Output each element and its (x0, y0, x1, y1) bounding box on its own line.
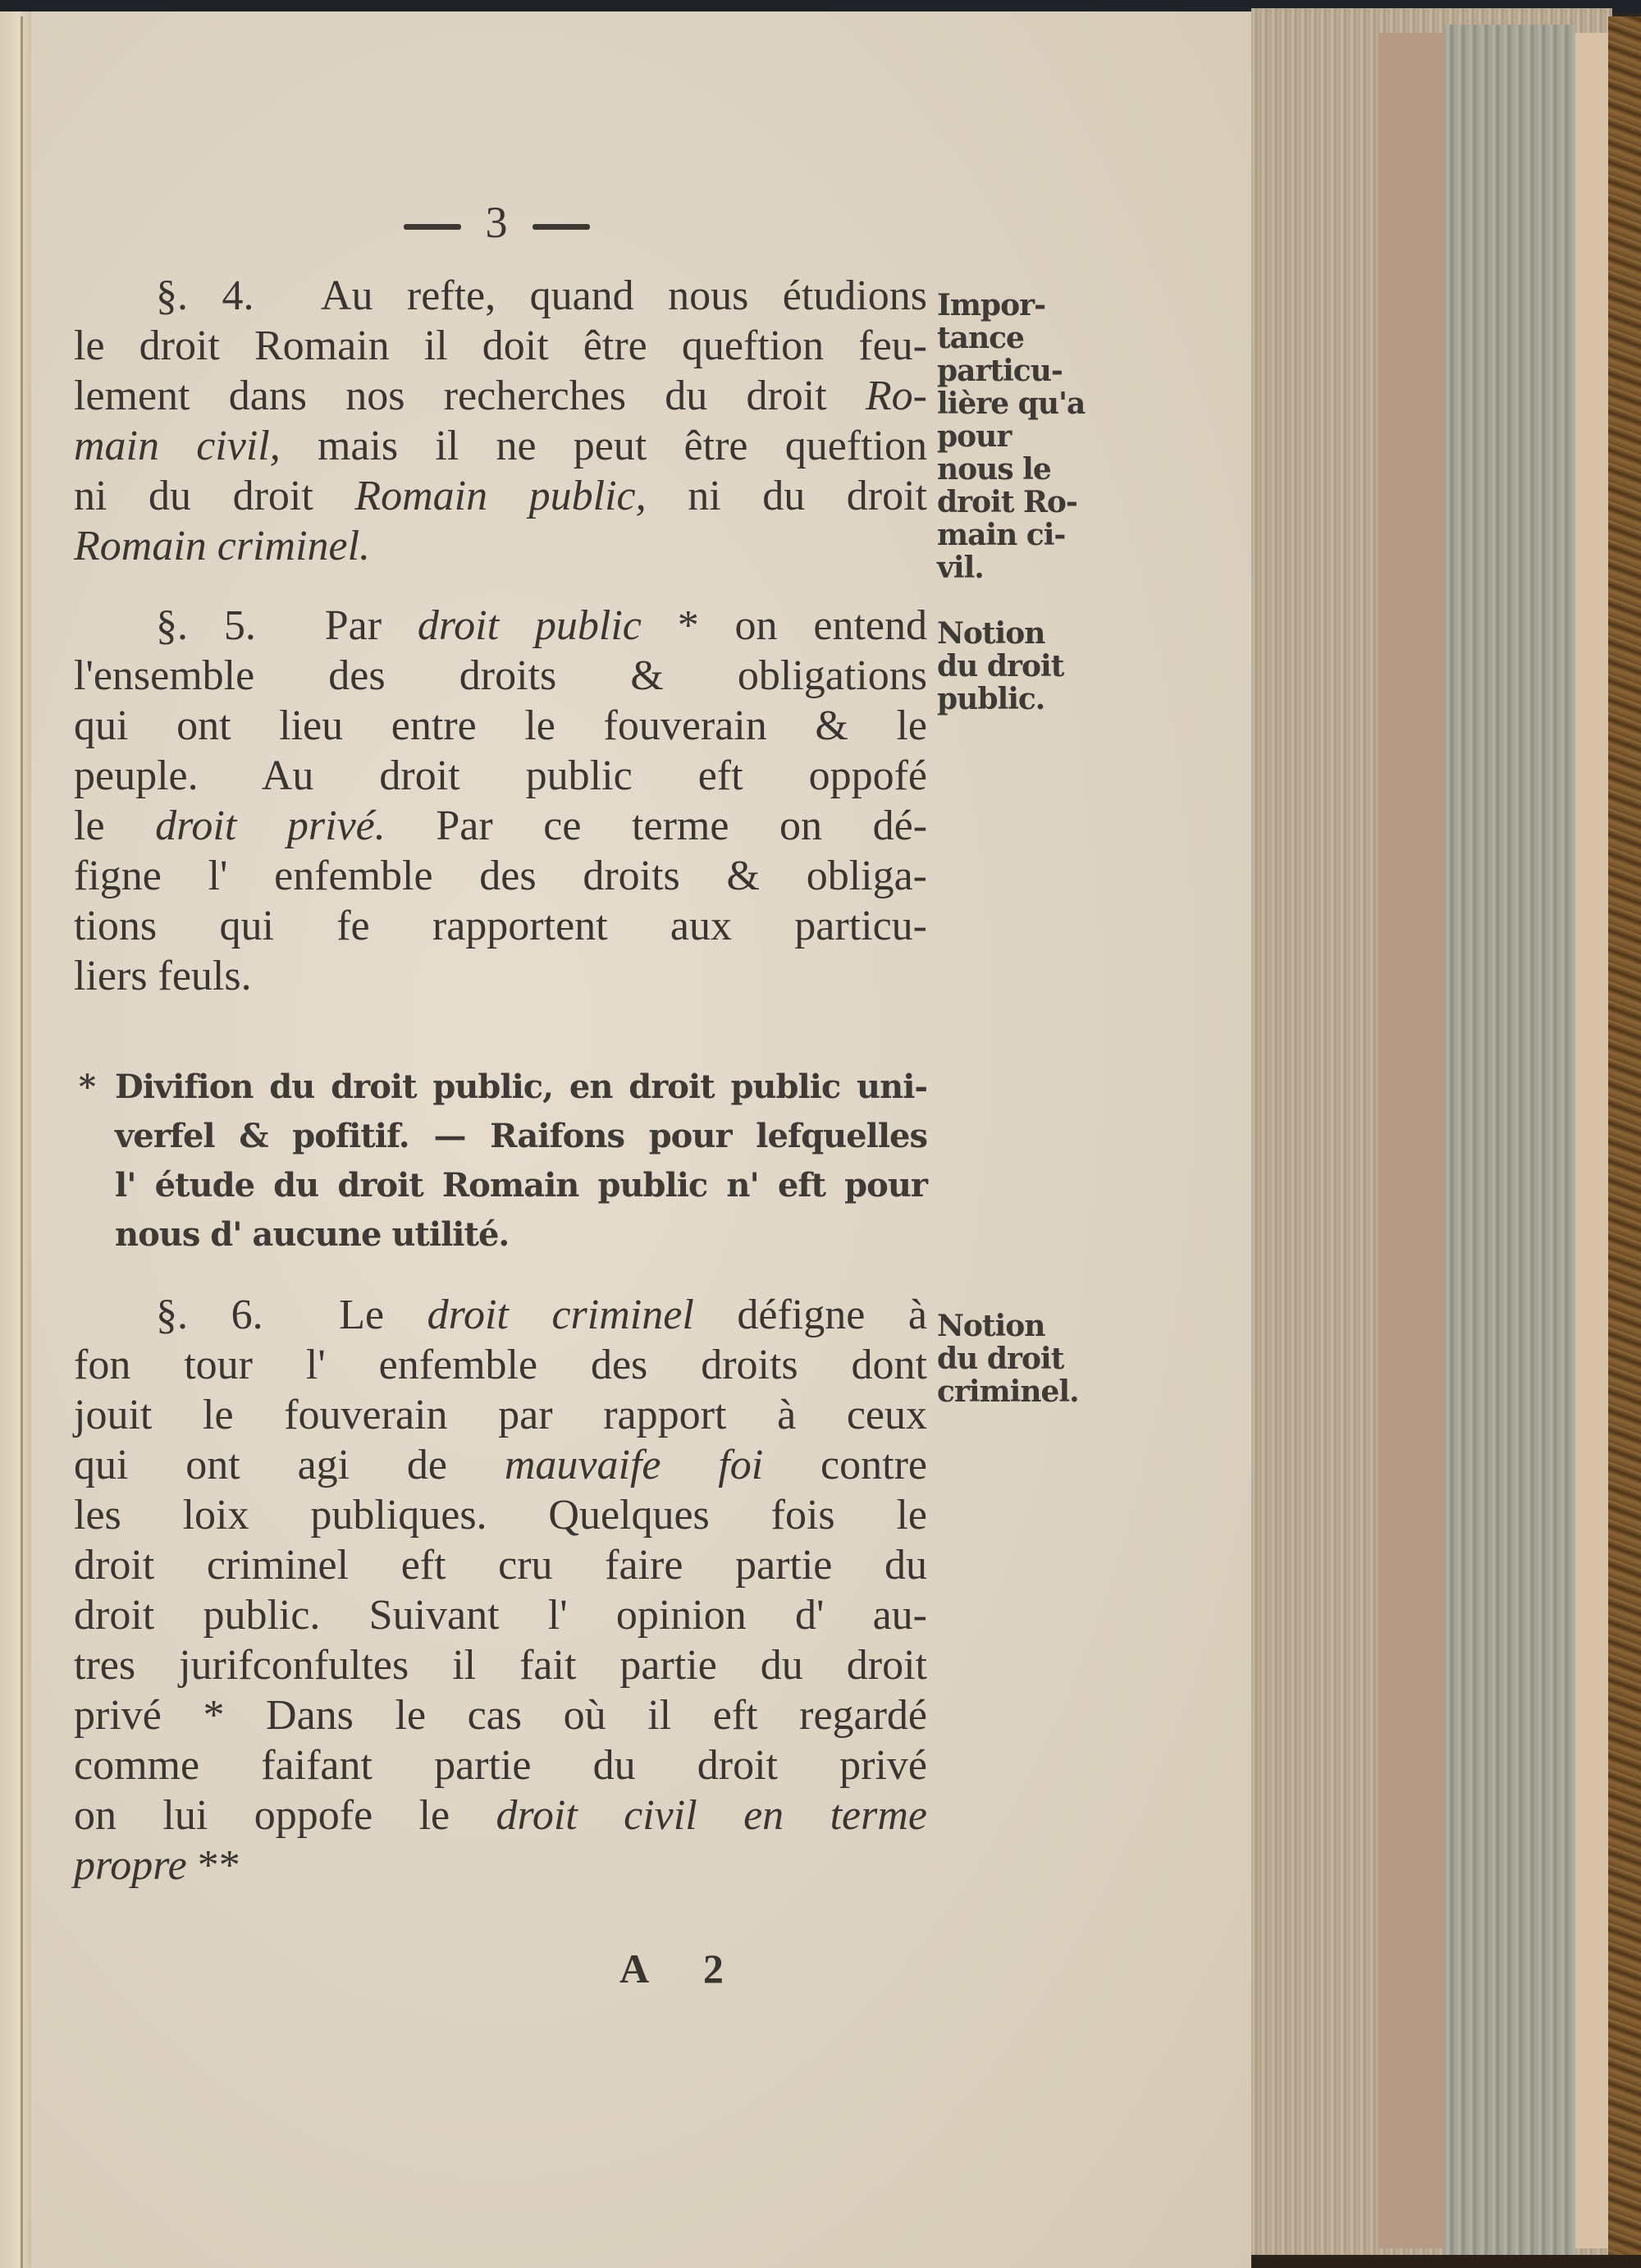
margin-note-line: Notion (937, 616, 1045, 651)
page-number: 3 (485, 198, 508, 247)
ornament-dash-right (533, 224, 590, 230)
signature-mark: A 2 (619, 1946, 747, 1991)
italic-term: Ro- (865, 373, 927, 419)
text-line (74, 651, 927, 701)
margin-note-section-6 (937, 1310, 1101, 1408)
gutter-fold (21, 16, 23, 2268)
page-gutter (0, 11, 31, 2268)
text-run: droit criminel eft cru faire partie du (74, 1542, 927, 1589)
text-run: fon tour l' enfemble des droits dont (74, 1342, 927, 1388)
footnote-line (79, 1063, 927, 1112)
italic-term: propre (74, 1842, 187, 1889)
footnote-mark: * (79, 1068, 95, 1106)
text-line (74, 321, 927, 371)
margin-note-section-5 (937, 617, 1101, 716)
margin-note-line: main ci- (937, 518, 1066, 552)
margin-note-line: tance (937, 321, 1024, 355)
margin-note-line: droit Ro- (937, 485, 1077, 519)
footnote-text: nous d' aucune utilité. (115, 1215, 510, 1254)
text-run: ni du droit (74, 473, 355, 519)
text-line (74, 421, 927, 471)
text-line (74, 471, 927, 521)
marbled-cover (1608, 16, 1641, 2268)
text-line (74, 1790, 927, 1840)
margin-note-line: Notion (937, 1309, 1045, 1343)
text-run: jouit le fouverain par rapport à ceux (74, 1392, 927, 1438)
text-run: les loix publiques. Quelques fois le (74, 1492, 927, 1539)
text-run: droit public. Suivant l' opinion d' au- (74, 1592, 927, 1639)
text-run: peuple. Au droit public eft oppofé (74, 752, 927, 799)
margin-note-line: Impor- (937, 288, 1046, 322)
text-run: Par (324, 602, 418, 649)
text-line (74, 271, 927, 321)
text-run: tres jurifconfultes il fait partie du droit (74, 1642, 927, 1689)
footnote-text: l' étude du droit Romain public n' eft pour (115, 1166, 927, 1205)
text-run: contre (763, 1442, 927, 1488)
italic-term: droit public (417, 602, 642, 649)
text-line (74, 1640, 927, 1690)
footnote-text: Divifion du droit public, en droit public uni- (115, 1068, 927, 1106)
margin-note-line: pour (937, 419, 1012, 454)
text-line (74, 751, 927, 801)
text-run: qui ont lieu entre le fouverain & le (74, 702, 927, 749)
text-line (74, 1390, 927, 1440)
text-line (74, 601, 927, 651)
margin-note-line: vil. (937, 551, 984, 585)
text-run: figne l' enfemble des droits & obliga- (74, 853, 927, 899)
italic-term: Romain criminel. (74, 523, 371, 569)
italic-term: mauvaife foi (504, 1442, 764, 1488)
footnote-section-5 (79, 1063, 927, 1260)
text-run: mais il ne peut être queftion (280, 423, 927, 469)
text-run: défigne à (693, 1292, 927, 1338)
margin-note-line: du droit (937, 649, 1064, 684)
margin-note-line: particu- (937, 354, 1063, 388)
text-line (74, 1290, 927, 1340)
section-5 (74, 601, 927, 1001)
text-run: lement dans nos recherches du droit (74, 373, 866, 419)
text-run: le droit Romain il doit être queftion feu- (74, 322, 927, 369)
text-run: privé * Dans le cas où il eft regardé (74, 1692, 927, 1739)
text-run: qui ont agi de (74, 1442, 505, 1488)
text-line (74, 1690, 927, 1740)
page-edges-grey (1444, 25, 1575, 2257)
italic-term: droit criminel (427, 1292, 694, 1338)
text-run: Au refte, quand nous étudions (320, 272, 927, 319)
margin-note-line: lière qu'a (937, 386, 1086, 421)
italic-term: droit civil en terme (496, 1792, 927, 1839)
margin-note-line: nous le (937, 452, 1051, 487)
italic-term: droit privé. (155, 802, 386, 849)
text-run: le (74, 802, 156, 849)
text-run: liers feuls. (74, 953, 252, 999)
footnote-line (115, 1161, 927, 1210)
text-run: Le (339, 1292, 427, 1338)
text-run: comme faifant partie du droit privé (74, 1742, 927, 1789)
margin-note-section-4 (937, 289, 1101, 584)
ornament-dash-left (404, 224, 461, 230)
italic-term: main civil, (74, 423, 281, 469)
text-run: Par ce terme on dé- (385, 802, 928, 849)
section-number: §. 5. (156, 602, 292, 649)
text-run: ** (186, 1842, 240, 1889)
text-run: tions qui fe rapportent aux particu- (74, 903, 927, 949)
page-edges-tan (1378, 33, 1444, 2248)
section-number: §. 6. (156, 1292, 307, 1338)
text-run: on lui oppofe le (74, 1792, 496, 1839)
text-line (74, 1840, 927, 1891)
text-line (74, 701, 927, 751)
margin-note-line: du droit (937, 1342, 1064, 1376)
running-head (361, 197, 632, 254)
text-line (74, 951, 927, 1001)
section-4 (74, 271, 927, 571)
footnote-line (115, 1210, 927, 1260)
text-run: * on entend (641, 602, 927, 649)
text-line (74, 1540, 927, 1590)
endpaper (1575, 33, 1608, 2248)
footnote-line (115, 1112, 927, 1161)
margin-note-line: criminel. (937, 1374, 1079, 1409)
text-line (74, 521, 927, 571)
text-line (74, 1440, 927, 1490)
text-line (74, 371, 927, 421)
text-run: l'ensemble des droits & obligations (74, 652, 927, 699)
italic-term: Romain public, (354, 473, 647, 519)
text-line (74, 1490, 927, 1540)
scan-background-bottom (1251, 2255, 1641, 2268)
text-line (74, 851, 927, 901)
text-line (74, 901, 927, 951)
margin-note-line: public. (937, 682, 1045, 716)
section-number: §. 4. (156, 272, 288, 319)
text-line (74, 801, 927, 851)
text-run: ni du droit (646, 473, 927, 519)
section-6 (74, 1290, 927, 1891)
text-line (74, 1740, 927, 1790)
text-line (74, 1340, 927, 1390)
footnote-text: verfel & pofitif. — Raifons pour lefquelles (115, 1117, 927, 1155)
text-line (74, 1590, 927, 1640)
